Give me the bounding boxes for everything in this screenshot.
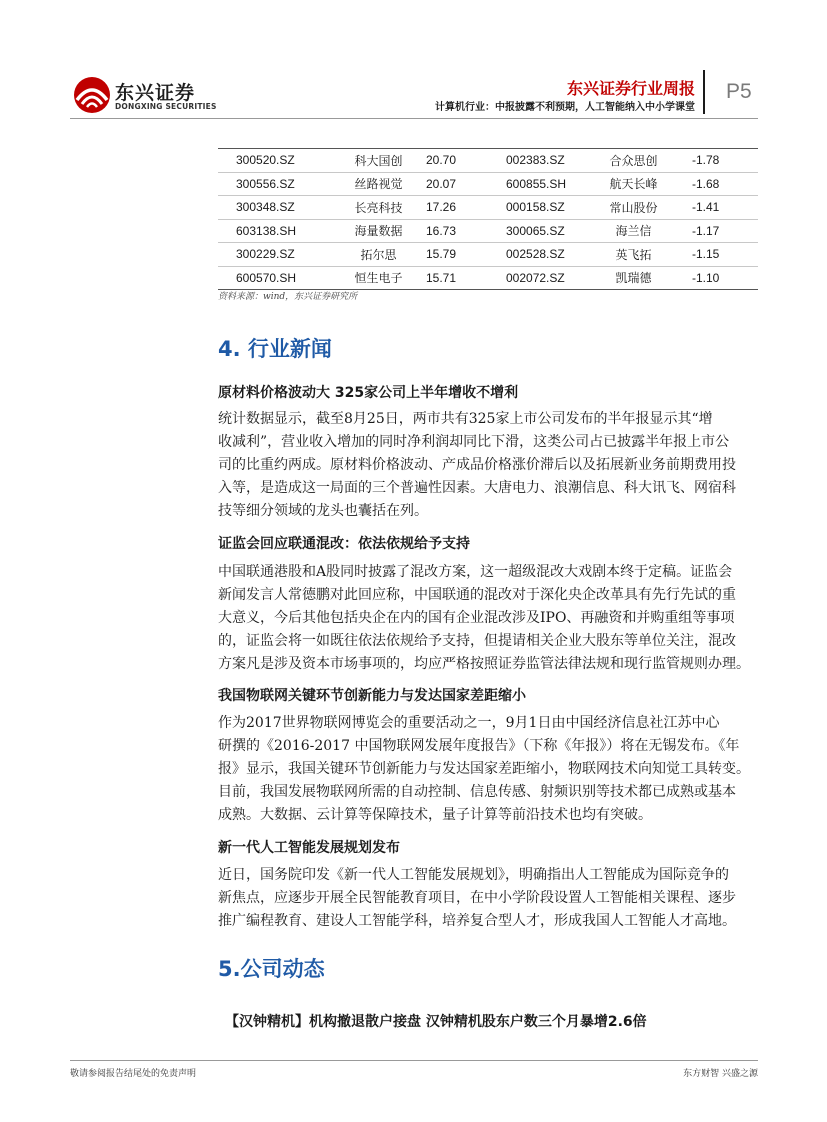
stock-code: 300065.SZ — [506, 219, 591, 243]
stock-code: 000158.SZ — [506, 196, 591, 220]
news-headline-4: 新一代人工智能发展规划发布 — [218, 840, 400, 856]
page-number: P5 — [726, 80, 752, 103]
change-value: -1.15 — [676, 243, 758, 267]
news-line: 推广编程教育、建设人工智能学科，培养复合型人才，形成我国人工智能人才高地。 — [218, 913, 736, 929]
stock-name: 航天长峰 — [591, 172, 676, 196]
news-line: 大意义，今后其他包括央企在内的国有企业混改涉及IPO、再融资和并购重组等事项 — [218, 610, 735, 626]
table-source: 资料来源：wind，东兴证券研究所 — [218, 292, 358, 302]
change-value: -1.17 — [676, 219, 758, 243]
stock-name: 凯瑞德 — [591, 266, 676, 290]
news-line: 作为2017世界物联网博览会的重要活动之一，9月1日由中国经济信息社江苏中心 — [218, 715, 720, 731]
stock-name: 拓尔思 — [331, 243, 426, 267]
news-line: 技等细分领域的龙头也囊括在列。 — [218, 503, 428, 519]
news-line: 统计数据显示，截至8月25日，两市共有325家上市公司发布的半年报显示其“增 — [218, 411, 713, 427]
stock-code: 002383.SZ — [506, 149, 591, 173]
news-line: 目前，我国发展物联网所需的自动控制、信息传感、射频识别等技术都已成熟或基本 — [218, 784, 736, 800]
company-news-headline: 【汉钟精机】机构撤退散户接盘 汉钟精机股东户数三个月暴增2.6倍 — [225, 1014, 647, 1030]
news-line: 报》显示，我国关键环节创新能力与发达国家差距缩小，物联网技术向知觉工具转变。 — [218, 761, 750, 777]
footer-rule — [70, 1060, 758, 1061]
section-title-company-news: 5.公司动态 — [218, 957, 325, 981]
change-value: -1.78 — [676, 149, 758, 173]
news-line: 中国联通港股和A股同时披露了混改方案，这一超级混改大戏剧本终于定稿。证监会 — [218, 564, 733, 580]
table-row — [218, 172, 758, 196]
stock-code: 300520.SZ — [218, 149, 331, 173]
change-value: -1.41 — [676, 196, 758, 220]
stock-name: 恒生电子 — [331, 266, 426, 290]
stock-code: 603138.SH — [218, 219, 331, 243]
news-line: 新闻发言人常德鹏对此回应称，中国联通的混改对于深化央企改革具有先行先试的重 — [218, 587, 736, 603]
change-value: 17.26 — [426, 196, 506, 220]
report-title: 东兴证券行业周报 — [566, 79, 695, 98]
stock-name: 英飞拓 — [591, 243, 676, 267]
dongxing-logo-icon — [73, 76, 111, 114]
table-row — [218, 243, 758, 267]
logo-text-cn: 东兴证券 — [115, 82, 196, 104]
change-value: -1.68 — [676, 172, 758, 196]
stock-name: 丝路视觉 — [331, 172, 426, 196]
news-line: 方案凡是涉及资本市场事项的，均应严格按照证券监管法律法规和现行监管规则办理。 — [218, 656, 750, 672]
news-line: 成熟。大数据、云计算等保障技术，量子计算等前沿技术也均有突破。 — [218, 807, 652, 823]
stock-code: 300556.SZ — [218, 172, 331, 196]
news-headline-2: 证监会回应联通混改：依法依规给予支持 — [218, 536, 470, 552]
table-row — [218, 219, 758, 243]
footer-disclaimer: 敬请参阅报告结尾处的免责声明 — [70, 1069, 197, 1079]
footer-slogan: 东方财智 兴盛之源 — [683, 1069, 758, 1079]
stock-code: 300348.SZ — [218, 196, 331, 220]
stock-name: 科大国创 — [331, 149, 426, 173]
news-line: 研撰的《2016-2017 中国物联网发展年度报告》（下称《年报》）将在无锡发布。《年 — [218, 738, 740, 754]
change-value: -1.10 — [676, 266, 758, 290]
news-line: 新焦点，应逐步开展全民智能教育项目，在中小学阶段设置人工智能相关课程、逐步 — [218, 890, 736, 906]
news-headline-3: 我国物联网关键环节创新能力与发达国家差距缩小 — [218, 688, 526, 704]
table-row — [218, 149, 758, 173]
stock-code: 600855.SH — [506, 172, 591, 196]
change-value: 20.07 — [426, 172, 506, 196]
logo-text-en: DONGXING SECURITIES — [115, 102, 217, 111]
stock-name: 海兰信 — [591, 219, 676, 243]
section-title-industry-news: 4. 行业新闻 — [218, 337, 332, 361]
table-row — [218, 196, 758, 220]
change-value: 16.73 — [426, 219, 506, 243]
news-line: 入等，是造成这一局面的三个普遍性因素。大唐电力、浪潮信息、科大讯飞、网宿科 — [218, 480, 736, 496]
stock-code: 600570.SH — [218, 266, 331, 290]
news-body-1 — [218, 408, 766, 523]
news-line: 司的比重约两成。原材料价格波动、产成品价格涨价滞后以及拓展新业务前期费用投 — [218, 457, 736, 473]
stock-code: 300229.SZ — [218, 243, 331, 267]
stock-code: 002072.SZ — [506, 266, 591, 290]
change-value: 15.79 — [426, 243, 506, 267]
news-headline-1: 原材料价格波动大 325家公司上半年增收不增利 — [218, 385, 519, 401]
company-logo — [73, 76, 217, 120]
header-divider — [703, 70, 705, 114]
news-body-2 — [218, 561, 766, 676]
change-value: 15.71 — [426, 266, 506, 290]
table-row — [218, 266, 758, 290]
stock-name: 常山股份 — [591, 196, 676, 220]
news-line: 收减利”，营业收入增加的同时净利润却同比下滑，这类公司占已披露半年报上市公 — [218, 434, 730, 450]
news-line: 的，证监会将一如既往依法依规给予支持，但提请相关企业大股东等单位关注，混改 — [218, 633, 736, 649]
stock-name: 海量数据 — [331, 219, 426, 243]
news-body-4 — [218, 864, 766, 933]
report-subtitle: 计算机行业：中报披露不利预期，人工智能纳入中小学课堂 — [435, 102, 695, 113]
stock-change-table — [218, 148, 758, 290]
stock-name: 长亮科技 — [331, 196, 426, 220]
stock-code: 002528.SZ — [506, 243, 591, 267]
news-line: 近日，国务院印发《新一代人工智能发展规划》，明确指出人工智能成为国际竞争的 — [218, 867, 729, 883]
header-rule — [70, 118, 758, 119]
change-value: 20.70 — [426, 149, 506, 173]
news-body-3 — [218, 712, 766, 827]
stock-name: 合众思创 — [591, 149, 676, 173]
